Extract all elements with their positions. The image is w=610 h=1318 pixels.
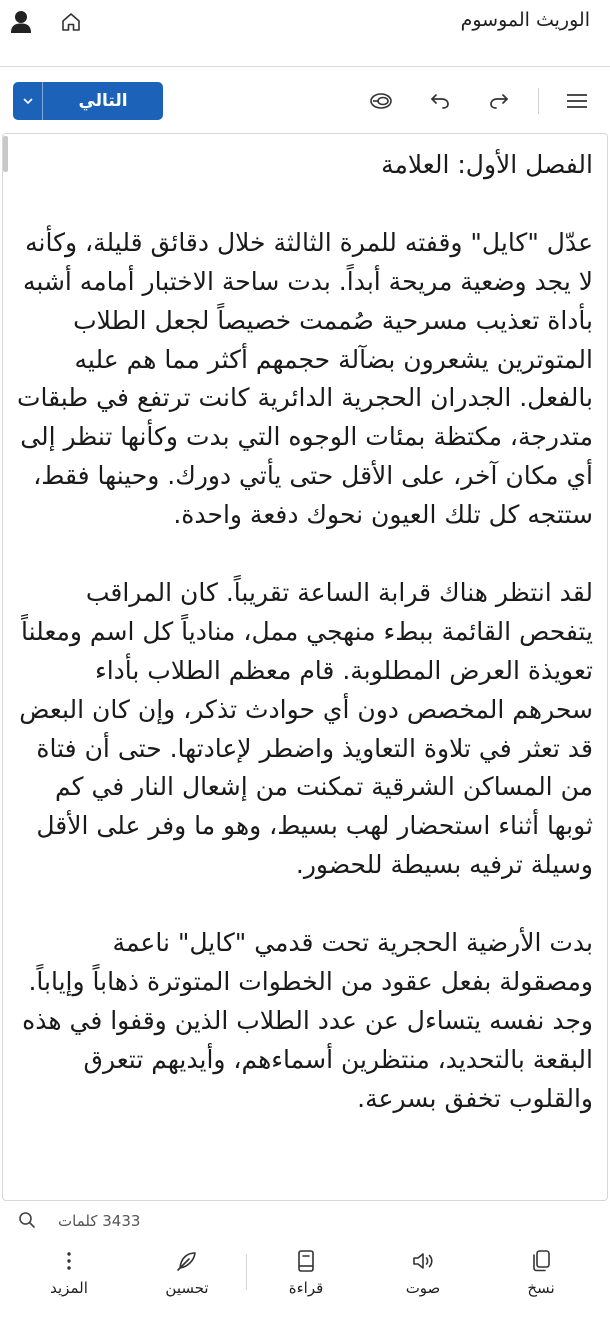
book-icon bbox=[296, 1249, 316, 1273]
chapter-heading: الفصل الأول: العلامة bbox=[381, 150, 593, 179]
word-count: 3433 كلمات bbox=[58, 1212, 141, 1230]
menu-button[interactable] bbox=[560, 84, 594, 118]
rewrite-button[interactable] bbox=[364, 84, 398, 118]
toolbar-divider bbox=[538, 88, 539, 114]
nav-divider bbox=[246, 1254, 247, 1290]
more-vertical-icon bbox=[66, 1251, 72, 1271]
undo-icon bbox=[429, 91, 451, 111]
account-button[interactable] bbox=[4, 6, 38, 38]
user-icon bbox=[10, 10, 32, 34]
more-button[interactable] bbox=[27, 1246, 111, 1306]
paragraph: بدت الأرضية الحجرية تحت قدمي "كايل" ناعمة ومصقولة بفعل عقود من الخطوات المتوترة ذهاباً وإياباً. وجد نفسه يتساءل عن عدد الطلاب الذين وقفوا في هذه البقعة بالتحديد، منتظرين أسماءهم، وأيديهم تتعرق والقلوب تخفق بسرعة. bbox=[22, 928, 593, 1113]
next-dropdown-toggle[interactable] bbox=[13, 82, 43, 120]
editor-toolbar bbox=[0, 80, 610, 122]
next-button[interactable]: التالي bbox=[78, 91, 128, 111]
status-bar bbox=[0, 1205, 610, 1237]
speaker-icon bbox=[411, 1250, 435, 1272]
top-bar bbox=[0, 0, 610, 46]
redo-icon bbox=[488, 91, 510, 111]
copy-icon bbox=[530, 1249, 552, 1273]
copy-button[interactable] bbox=[499, 1246, 583, 1306]
hamburger-menu-icon bbox=[566, 92, 588, 110]
read-label: قراءة bbox=[288, 1279, 324, 1297]
more-label: المزيد bbox=[50, 1279, 88, 1297]
improve-button[interactable] bbox=[145, 1246, 229, 1306]
scrollbar-thumb[interactable] bbox=[3, 136, 8, 172]
bottom-navigation bbox=[0, 1240, 610, 1318]
rewrite-icon bbox=[368, 90, 394, 112]
home-button[interactable] bbox=[54, 6, 88, 38]
header-divider bbox=[0, 66, 610, 67]
next-split-button[interactable] bbox=[13, 82, 163, 120]
audio-button[interactable] bbox=[381, 1246, 465, 1306]
document-editor[interactable] bbox=[2, 133, 608, 1201]
improve-label: تحسين bbox=[165, 1279, 209, 1297]
paragraph: لقد انتظر هناك قرابة الساعة تقريباً. كان المراقب يتفحص القائمة ببطء منهجي ممل، منادياً كل اسم ومعلناً تعويذة العرض المطلوبة. قام معظم الطلاب بأداء سحرهم المخصص دون أي حوادث تذكر، وإن كان البعض قد تعثر في تلاوة التعاويذ واضطر لإعادتها. حتى أن فتاة من المساكن الشرقية تمكنت من إشعال النار في كم ثوبها أثناء استحضار لهب بسيط، وهو ما وفر على الأقل وسيلة ترفيه بسيطة للحضور. bbox=[19, 577, 593, 880]
document-text[interactable] bbox=[11, 146, 593, 1119]
feather-pen-icon bbox=[175, 1249, 199, 1273]
blank-line bbox=[11, 185, 593, 224]
chevron-down-icon bbox=[22, 97, 34, 105]
read-button[interactable] bbox=[264, 1246, 348, 1306]
search-icon bbox=[18, 1211, 36, 1229]
undo-button[interactable] bbox=[423, 84, 457, 118]
blank-line bbox=[11, 885, 593, 924]
audio-label: صوت bbox=[405, 1279, 441, 1297]
blank-line bbox=[11, 535, 593, 574]
search-button[interactable] bbox=[16, 1209, 38, 1231]
app-title: الوريث الموسوم bbox=[460, 9, 590, 31]
paragraph: عدّل "كايل" وقفته للمرة الثالثة خلال دقائق قليلة، وكأنه لا يجد وضعية مريحة أبداً. بدت ساحة الاختبار أمامه أشبه بأداة تعذيب مسرحية صُممت خصيصاً لجعل الطلاب المتوترين يشعرون بضآلة حجمهم أكثر مما هم عليه بالفعل. الجدران الحجرية الدائرية كانت ترتفع في طبقات متدرجة، مكتظة بمئات الوجوه التي بدت وكأنها تنظر إلى أي مكان آخر، على الأقل حتى يأتي دورك. وحينها فقط، ستتجه كل تلك العيون نحوك دفعة واحدة. bbox=[16, 227, 593, 530]
home-icon bbox=[60, 11, 82, 33]
copy-label: نسخ bbox=[527, 1279, 555, 1297]
redo-button[interactable] bbox=[482, 84, 516, 118]
